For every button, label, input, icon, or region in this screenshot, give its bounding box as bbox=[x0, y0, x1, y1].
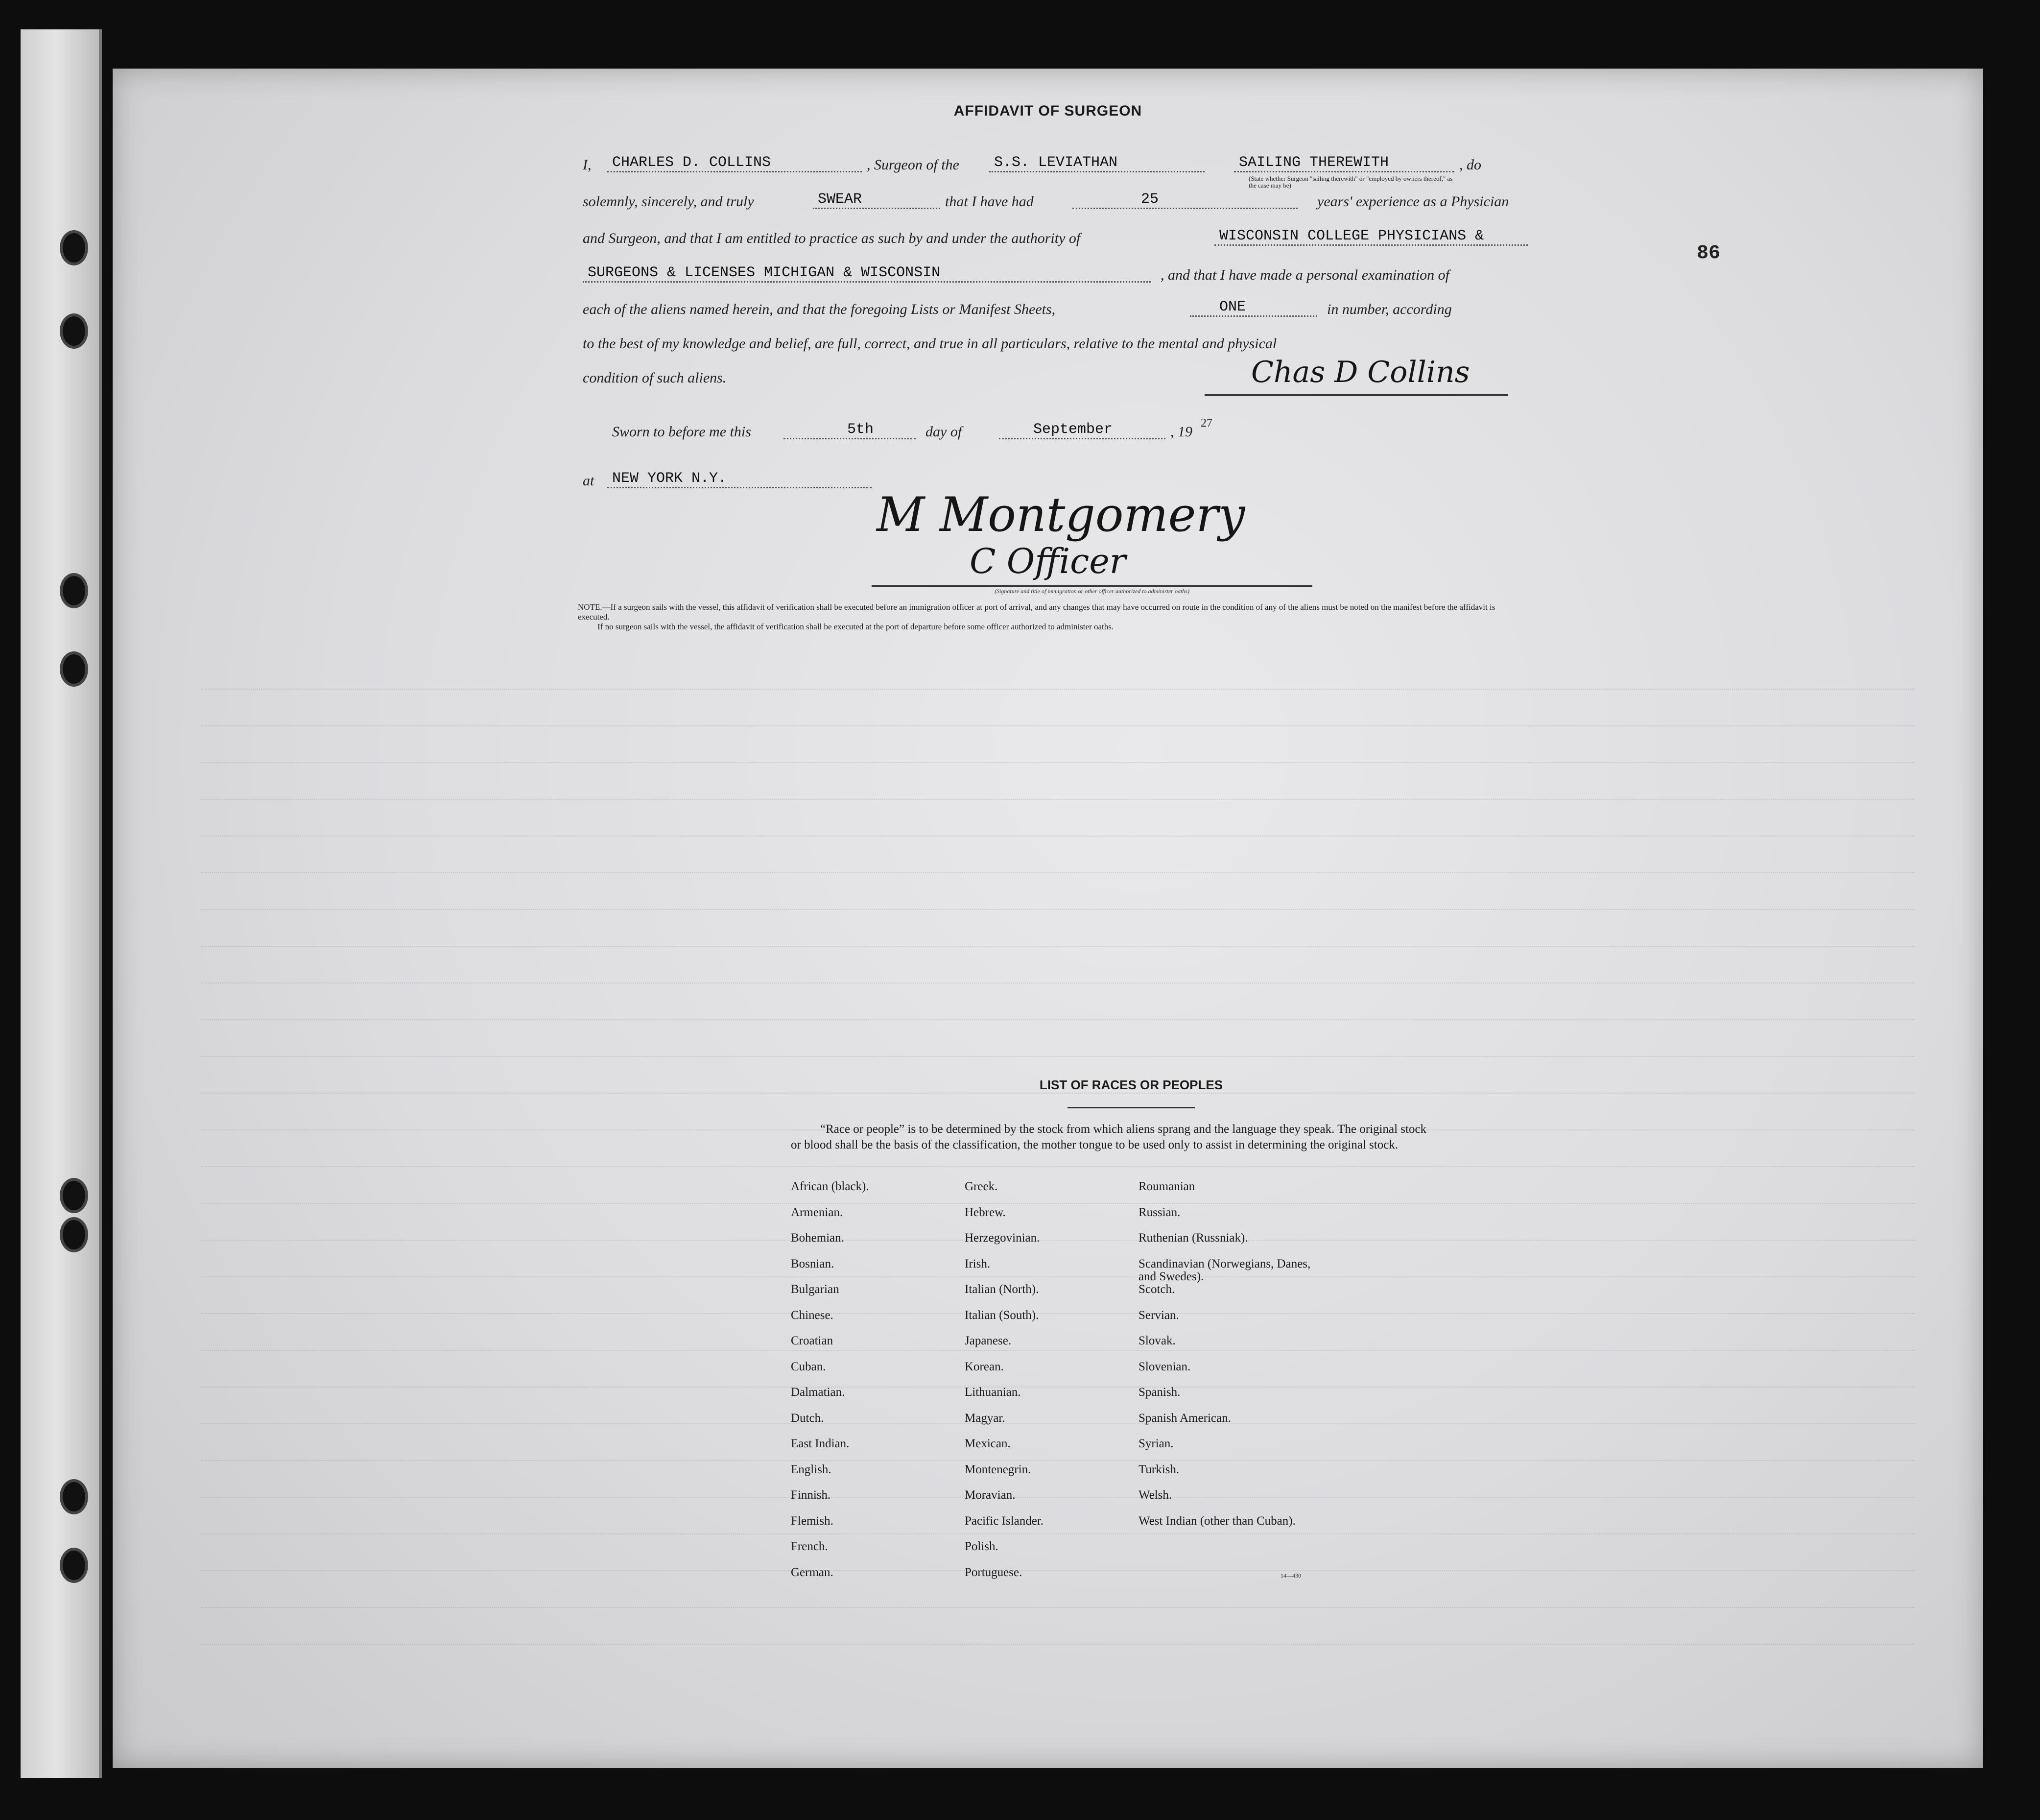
race-item: Spanish. bbox=[1139, 1386, 1181, 1399]
races-column-2 bbox=[965, 1180, 1121, 1592]
race-item: German. bbox=[791, 1565, 833, 1579]
manifest-page bbox=[113, 69, 1983, 1768]
race-item: African (black). bbox=[791, 1180, 869, 1193]
race-item: Syrian. bbox=[1139, 1437, 1174, 1450]
text-suffix: , and that I have made a personal examination of bbox=[1161, 267, 1449, 283]
signature-line bbox=[1205, 394, 1508, 396]
binding-strip bbox=[21, 29, 102, 1778]
races-column-3 bbox=[1139, 1180, 1315, 1540]
race-item: Finnish. bbox=[791, 1488, 831, 1502]
affidavit-line-7 bbox=[583, 365, 1636, 394]
race-item: Portuguese. bbox=[965, 1565, 1022, 1579]
text-prefix: solemnly, sincerely, and truly bbox=[583, 193, 754, 210]
sworn-month-field: September bbox=[999, 421, 1165, 439]
affidavit-line-4 bbox=[583, 262, 1636, 291]
text-suffix: years' experience as a Physician bbox=[1317, 193, 1509, 210]
sworn-prefix: Sworn to before me this bbox=[612, 424, 751, 440]
race-item: Armenian. bbox=[791, 1205, 843, 1219]
sworn-year-suffix: 27 bbox=[1201, 417, 1212, 430]
race-item: Moravian. bbox=[965, 1488, 1016, 1502]
sworn-line bbox=[583, 419, 1636, 448]
race-item: Hebrew. bbox=[965, 1205, 1006, 1219]
form-number: 14—430 bbox=[1281, 1572, 1301, 1579]
race-item: Slovenian. bbox=[1139, 1360, 1191, 1373]
race-item: Korean. bbox=[965, 1360, 1004, 1373]
sworn-at: at bbox=[583, 473, 594, 489]
race-item: Italian (North). bbox=[965, 1283, 1039, 1296]
race-item: Slovak. bbox=[1139, 1334, 1176, 1347]
race-item: Italian (South). bbox=[965, 1308, 1039, 1322]
races-column-1 bbox=[791, 1180, 938, 1592]
race-item: Bulgarian bbox=[791, 1283, 839, 1296]
race-item: Bohemian. bbox=[791, 1231, 845, 1245]
race-item: French. bbox=[791, 1540, 828, 1553]
race-item: West Indian (other than Cuban). bbox=[1139, 1514, 1296, 1528]
sworn-year-prefix: , 19 bbox=[1170, 424, 1192, 440]
race-item: Greek. bbox=[965, 1180, 998, 1193]
officer-signature: M Montgomery bbox=[877, 487, 1245, 542]
affidavit-line-6 bbox=[583, 331, 1636, 360]
affidavit-line-2 bbox=[583, 189, 1636, 218]
officer-title: C Officer bbox=[970, 541, 1126, 581]
race-item: Bosnian. bbox=[791, 1257, 834, 1270]
text-body: condition of such aliens. bbox=[583, 370, 727, 386]
sailing-status-field: SAILING THEREWITH bbox=[1234, 154, 1454, 172]
races-intro: “Race or people” is to be determined by the stock from which aliens sprang and the language they speak. The original stock or blood shall be the basis of the classification, the mother tongue to be used only to assist in determining the original stock. bbox=[791, 1123, 1427, 1151]
race-item: Flemish. bbox=[791, 1514, 833, 1528]
oath-field: SWEAR bbox=[813, 191, 940, 209]
binder-hole bbox=[60, 230, 88, 265]
text-mid: that I have had bbox=[945, 193, 1034, 210]
sworn-day-of: day of bbox=[925, 424, 962, 440]
race-item: Scotch. bbox=[1139, 1283, 1175, 1296]
sailing-status-note: (State whether Surgeon "sailing therewith" or "employed by owners thereof," as the case may be) bbox=[1249, 175, 1453, 189]
officer-signature-line bbox=[872, 585, 1312, 587]
race-item: Roumanian bbox=[1139, 1180, 1195, 1193]
race-item: Cuban. bbox=[791, 1360, 826, 1373]
affidavit-line-3 bbox=[583, 225, 1636, 255]
race-item: Lithuanian. bbox=[965, 1386, 1021, 1399]
manifest-count-field: ONE bbox=[1190, 299, 1317, 317]
sworn-day-field: 5th bbox=[783, 421, 916, 439]
binder-hole bbox=[60, 313, 88, 349]
text-prefix: I, bbox=[583, 157, 592, 173]
authority-field: WISCONSIN COLLEGE PHYSICIANS & bbox=[1214, 228, 1528, 246]
binder-hole bbox=[60, 1548, 88, 1583]
ship-name-field: S.S. LEVIATHAN bbox=[989, 154, 1205, 172]
race-item: Turkish. bbox=[1139, 1462, 1180, 1476]
text-prefix: and Surgeon, and that I am entitled to practice as such by and under the authority of bbox=[583, 230, 1081, 246]
affidavit-title: AFFIDAVIT OF SURGEON bbox=[953, 103, 1142, 119]
officer-signature-caption: (Signature and title of immigration or other officer authorized to administer oaths) bbox=[995, 588, 1189, 595]
note-paragraph-1: NOTE.—If a surgeon sails with the vessel, this affidavit of verification shall be executed before an immigration officer at port of arrival, and any changes that may have occurred on route in the condition of any of the aliens must be noted on the manifest before the affidavit is executed. bbox=[578, 602, 1495, 622]
race-item: Welsh. bbox=[1139, 1488, 1172, 1502]
binder-hole bbox=[60, 1178, 88, 1213]
race-item: Chinese. bbox=[791, 1308, 833, 1322]
race-item: Polish. bbox=[965, 1540, 998, 1553]
race-item: Spanish American. bbox=[1139, 1411, 1231, 1425]
affidavit-line-5 bbox=[583, 296, 1636, 326]
sworn-place-field: NEW YORK N.Y. bbox=[607, 470, 872, 488]
race-item: Pacific Islander. bbox=[965, 1514, 1044, 1528]
race-item: East Indian. bbox=[791, 1437, 850, 1450]
races-title: LIST OF RACES OR PEOPLES bbox=[1039, 1078, 1223, 1092]
binder-hole bbox=[60, 1217, 88, 1252]
race-item: Mexican. bbox=[965, 1437, 1011, 1450]
text-mid: , Surgeon of the bbox=[867, 157, 959, 173]
page-number: 86 bbox=[1697, 242, 1721, 264]
race-item: Herzegovinian. bbox=[965, 1231, 1040, 1245]
race-item: Croatian bbox=[791, 1334, 833, 1347]
race-item: Russian. bbox=[1139, 1205, 1181, 1219]
race-item: English. bbox=[791, 1462, 831, 1476]
race-item: Irish. bbox=[965, 1257, 991, 1270]
binder-hole bbox=[60, 573, 88, 608]
text-suffix: in number, according bbox=[1327, 301, 1452, 317]
authority-continued-field: SURGEONS & LICENSES MICHIGAN & WISCONSIN bbox=[583, 264, 1151, 283]
text-suffix: , do bbox=[1459, 157, 1481, 173]
race-item: Ruthenian (Russniak). bbox=[1139, 1231, 1248, 1245]
race-item: Montenegrin. bbox=[965, 1462, 1031, 1476]
race-item: Dutch. bbox=[791, 1411, 824, 1425]
races-rule bbox=[1067, 1107, 1195, 1108]
surgeon-name-field: CHARLES D. COLLINS bbox=[607, 154, 862, 172]
binder-hole bbox=[60, 1479, 88, 1514]
race-item: Magyar. bbox=[965, 1411, 1005, 1425]
text-body: to the best of my knowledge and belief, are full, correct, and true in all particulars, relative to the mental and physical bbox=[583, 335, 1277, 352]
note-paragraph-2: If no surgeon sails with the vessel, the affidavit of verification shall be executed at the port of departure before some officer authorized to administer oaths. bbox=[597, 622, 1114, 631]
surgeon-signature: Chas D Collins bbox=[1251, 355, 1470, 389]
affidavit-note bbox=[578, 602, 1508, 632]
text-prefix: each of the aliens named herein, and that the foregoing Lists or Manifest Sheets, bbox=[583, 301, 1056, 317]
race-item: Servian. bbox=[1139, 1308, 1179, 1322]
race-item: Scandinavian (Norwegians, Danes, and Swedes). bbox=[1139, 1257, 1311, 1283]
race-item: Japanese. bbox=[965, 1334, 1012, 1347]
binder-hole bbox=[60, 651, 88, 687]
years-experience-field: 25 bbox=[1072, 191, 1298, 209]
affidavit-line-1 bbox=[583, 152, 1636, 189]
race-item: Dalmatian. bbox=[791, 1386, 845, 1399]
